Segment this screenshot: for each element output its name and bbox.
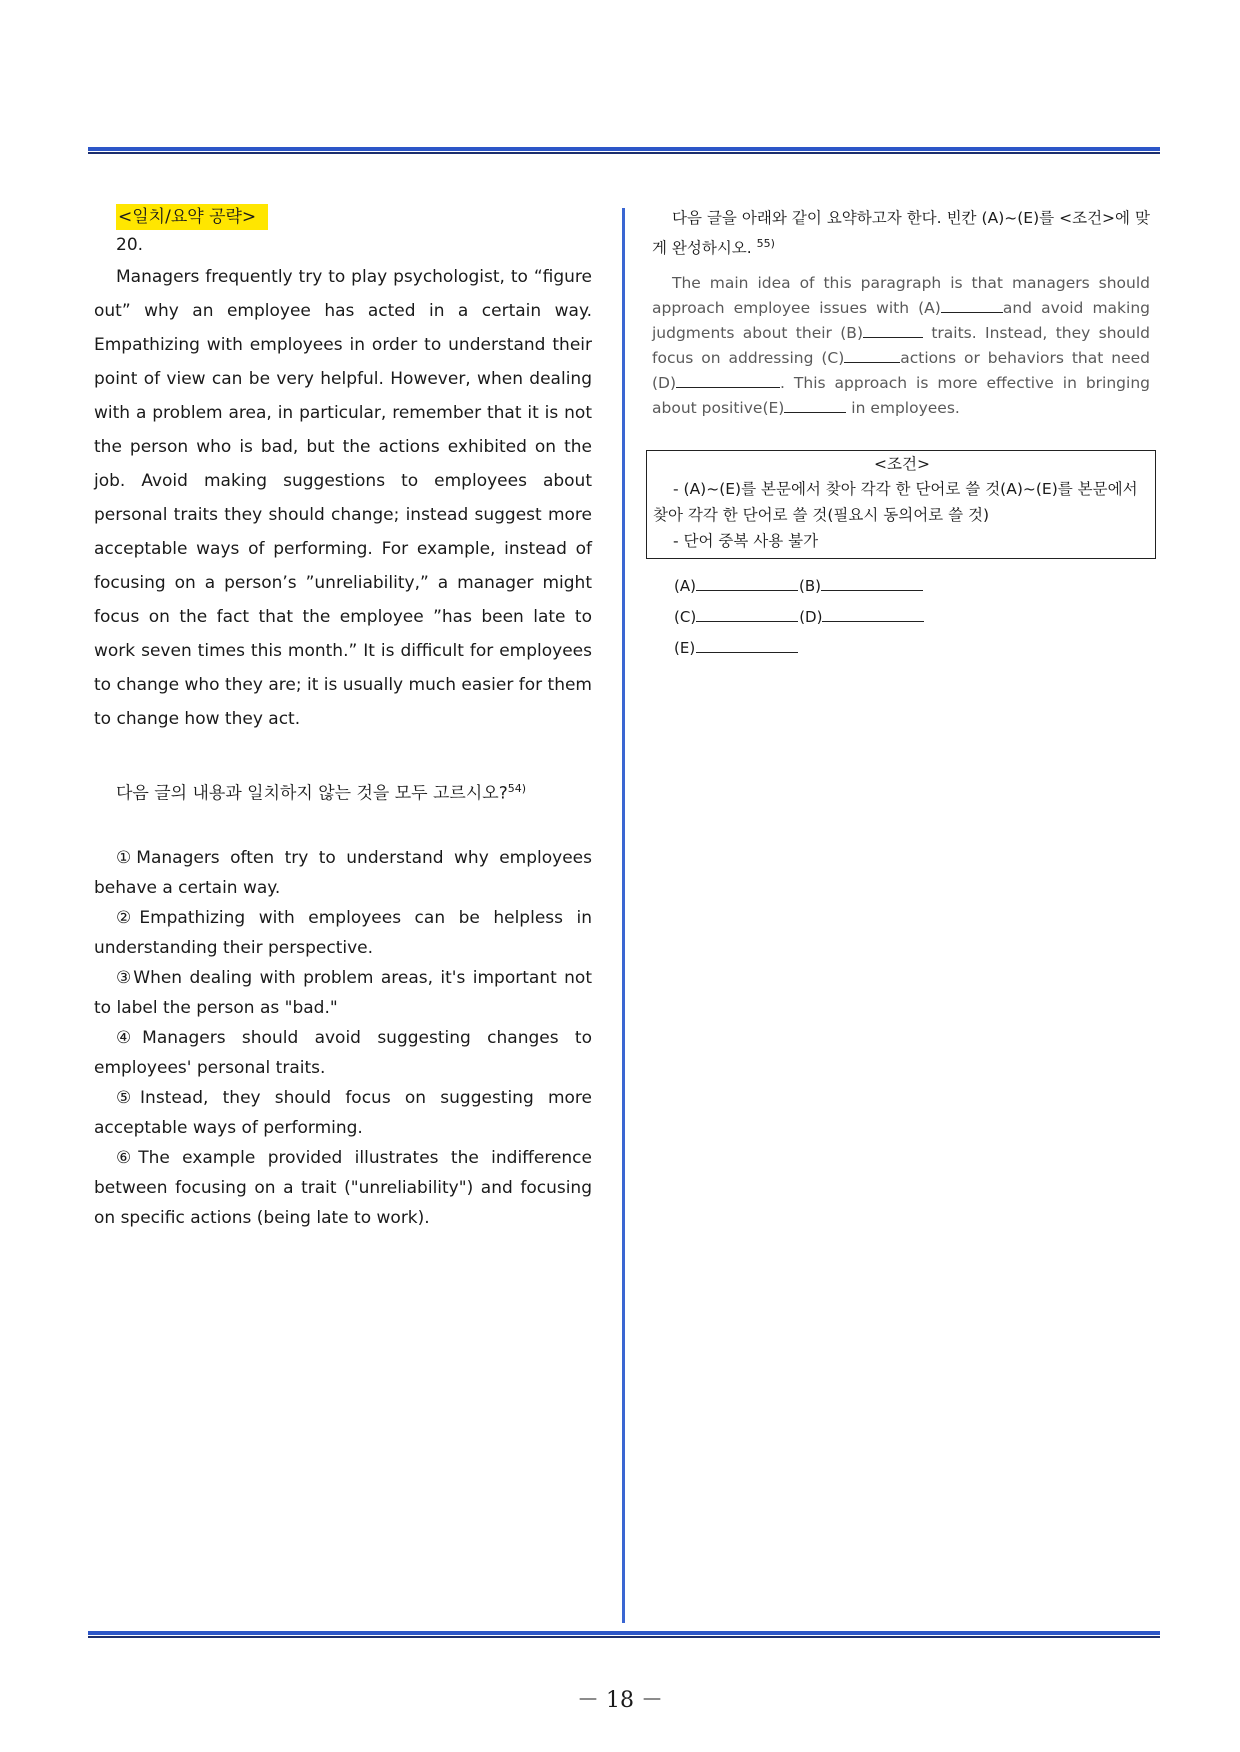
option-1: ①Managers often try to understand why employees behave a certain way. bbox=[94, 847, 592, 898]
blank-b[interactable] bbox=[863, 323, 923, 338]
answer-label-a: (A) bbox=[674, 577, 696, 595]
conditions-title: <조건> bbox=[874, 455, 930, 473]
right-column bbox=[652, 206, 1150, 421]
header-rule bbox=[88, 147, 1160, 151]
question-55-prompt bbox=[652, 206, 1150, 261]
option-5: ⑤Instead, they should focus on suggesting more acceptable ways of performing. bbox=[94, 1087, 592, 1138]
answer-label-e: (E) bbox=[674, 639, 696, 657]
summary-text: in employees. bbox=[846, 399, 960, 418]
page-number: － 18 － bbox=[577, 1688, 663, 1713]
summary-text: and avoid making judgments about their (B) bbox=[652, 299, 1151, 343]
question-54-options bbox=[94, 843, 592, 1233]
answer-blank-c[interactable] bbox=[696, 605, 798, 622]
section-tag: <일치/요약 공략> bbox=[116, 204, 268, 230]
footnote-55: 55) bbox=[756, 237, 775, 250]
column-divider bbox=[622, 208, 625, 1623]
answer-blank-d[interactable] bbox=[822, 605, 924, 622]
summary-paragraph bbox=[652, 271, 1150, 421]
question-54-text: 다음 글의 내용과 일치하지 않는 것을 모두 고르시오? bbox=[116, 783, 508, 804]
option-3: ③When dealing with problem areas, it's important not to label the person as "bad." bbox=[94, 967, 592, 1018]
answer-row bbox=[674, 633, 925, 664]
question-55-text: 다음 글을 아래와 같이 요약하고자 한다. 빈칸 (A)~(E)를 <조건>에 맞게 완성하시오. bbox=[652, 209, 1150, 258]
answer-blank-a[interactable] bbox=[696, 574, 798, 591]
summary-text: actions or behaviors that need (D) bbox=[652, 349, 1151, 393]
answer-blank-e[interactable] bbox=[696, 636, 798, 653]
blank-c[interactable] bbox=[844, 348, 900, 363]
question-54-prompt bbox=[94, 774, 592, 809]
option-4: ④Managers should avoid suggesting changes to employees' personal traits. bbox=[94, 1027, 592, 1078]
footer-rule bbox=[88, 1631, 1160, 1635]
answer-label-b: (B) bbox=[799, 577, 821, 595]
blank-d[interactable] bbox=[676, 373, 780, 388]
condition-2: - 단어 중복 사용 불가 bbox=[673, 532, 819, 550]
conditions-box bbox=[646, 450, 1156, 559]
answer-area bbox=[674, 571, 925, 664]
summary-text: The main idea of this paragraph is that managers should approach employee issues with (A) bbox=[652, 274, 1150, 318]
blank-a[interactable] bbox=[941, 298, 1003, 313]
summary-text: traits. Instead, they should focus on addressing (C) bbox=[652, 324, 1150, 368]
answer-label-d: (D) bbox=[799, 608, 823, 626]
answer-row bbox=[674, 571, 925, 602]
answer-row bbox=[674, 602, 925, 633]
summary-text: . This approach is more effective in bringing about positive(E) bbox=[652, 374, 1150, 418]
left-column bbox=[94, 204, 592, 1233]
blank-e[interactable] bbox=[784, 398, 846, 413]
footnote-54: 54) bbox=[507, 782, 527, 795]
reading-passage: Managers frequently try to play psychologist, to “figure out” why an employee has acted in a certain way. Empathizing with employees in order to understand their point of view can be very helpful. However, when dealing with a problem area, in particular, remember that it is not the person who is bad, but the actions exhibited on the job. Avoid making suggestions to employees about personal traits they should change; instead suggest more acceptable ways of performing. For example, instead of focusing on a person’s ”unreliability,” a manager might focus on the fact that the employee ”has been late to work seven times this month.” It is difficult for employees to change who they are; it is usually much easier for them to change how they act. bbox=[94, 267, 592, 729]
answer-label-c: (C) bbox=[674, 608, 697, 626]
condition-1: - (A)~(E)를 본문에서 찾아 각각 한 단어로 쓸 것(A)~(E)를 본문에서 찾아 각각 한 단어로 쓸 것(필요시 동의어로 쓸 것) bbox=[653, 480, 1138, 524]
option-2: ②Empathizing with employees can be helpless in understanding their perspective. bbox=[94, 907, 592, 958]
answer-blank-b[interactable] bbox=[821, 574, 923, 591]
question-number: 20. bbox=[116, 235, 144, 255]
option-6: ⑥The example provided illustrates the indifference between focusing on a trait ("unreliability") and focusing on specific actions (being late to work). bbox=[94, 1147, 592, 1228]
